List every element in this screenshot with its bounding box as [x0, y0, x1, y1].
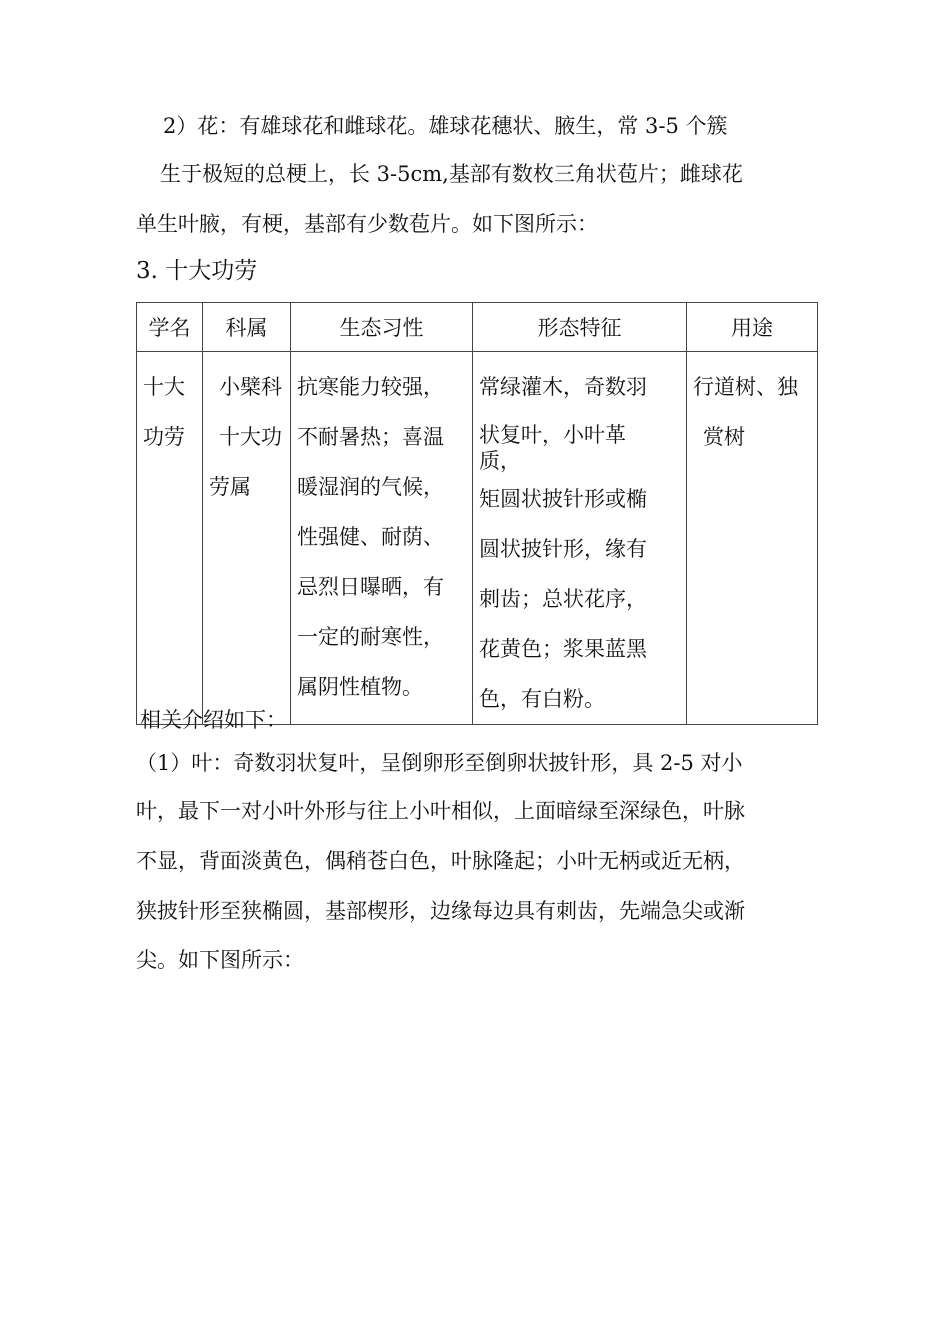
cell-line: 忌烈日曝晒，有	[297, 575, 444, 599]
leaf-line-2: 叶，最下一对小叶外形与往上小叶相似，上面暗绿至深绿色，叶脉	[136, 799, 745, 823]
intro-line-1: 2）花：有雄球花和雌球花。雄球花穗状、腋生，常 3-5 个簇	[163, 114, 728, 138]
cell-line: 十大功	[219, 425, 282, 449]
header-morphology: 形态特征	[473, 303, 687, 352]
cell-line: 性强健、耐荫、	[297, 525, 444, 549]
leaf-line-3: 不显，背面淡黄色，偶稍苍白色，叶脉隆起；小叶无柄或近无柄，	[136, 849, 745, 873]
plant-info-table	[136, 302, 818, 725]
header-scientific-name: 学名	[137, 303, 203, 352]
cell-line: 功劳	[143, 425, 185, 449]
cell-line: 状复叶，小叶革	[479, 423, 626, 447]
cell-line: 质，	[479, 449, 521, 473]
header-usage: 用途	[687, 303, 818, 352]
intro-line-3: 单生叶腋，有梗，基部有少数苞片。如下图所示：	[136, 212, 598, 236]
intro-line-2: 生于极短的总梗上，长 3-5cm,基部有数枚三角状苞片；雌球花	[160, 162, 743, 186]
cell-line: 行道树、独	[693, 375, 798, 399]
cell-line: 劳属	[209, 475, 251, 499]
section-title: 3. 十大功劳	[136, 258, 258, 284]
cell-ecology	[291, 352, 473, 725]
cell-line: 矩圆状披针形或椭	[479, 487, 647, 511]
caption: 相关介绍如下：	[140, 708, 287, 732]
leaf-line-4: 狭披针形至狭椭圆，基部楔形，边缘每边具有刺齿，先端急尖或渐	[136, 899, 745, 923]
cell-line: 刺齿；总状花序，	[479, 587, 647, 611]
header-ecology: 生态习性	[291, 303, 473, 352]
cell-line: 抗寒能力较强，	[297, 375, 444, 399]
cell-line: 圆状披针形，缘有	[479, 537, 647, 561]
table-row	[137, 352, 818, 725]
cell-line: 赏树	[703, 425, 745, 449]
leaf-line-1: （1）叶：奇数羽状复叶，呈倒卵形至倒卵状披针形，具 2-5 对小	[136, 751, 743, 775]
cell-line: 不耐暑热；喜温	[297, 425, 444, 449]
leaf-line-5: 尖。如下图所示：	[136, 948, 304, 972]
cell-scientific-name	[137, 352, 203, 725]
cell-morphology	[473, 352, 687, 725]
header-family-genus: 科属	[203, 303, 291, 352]
table-header-row	[137, 303, 818, 352]
cell-line: 一定的耐寒性，	[297, 625, 444, 649]
cell-usage	[687, 352, 818, 725]
cell-line: 色，有白粉。	[479, 687, 605, 711]
cell-line: 常绿灌木，奇数羽	[479, 375, 647, 399]
cell-line: 属阴性植物。	[297, 675, 423, 699]
cell-family-genus	[203, 352, 291, 725]
cell-line: 小檗科	[219, 375, 282, 399]
cell-line: 花黄色；浆果蓝黑	[479, 637, 647, 661]
cell-line: 十大	[143, 375, 185, 399]
cell-line: 暖湿润的气候，	[297, 475, 444, 499]
